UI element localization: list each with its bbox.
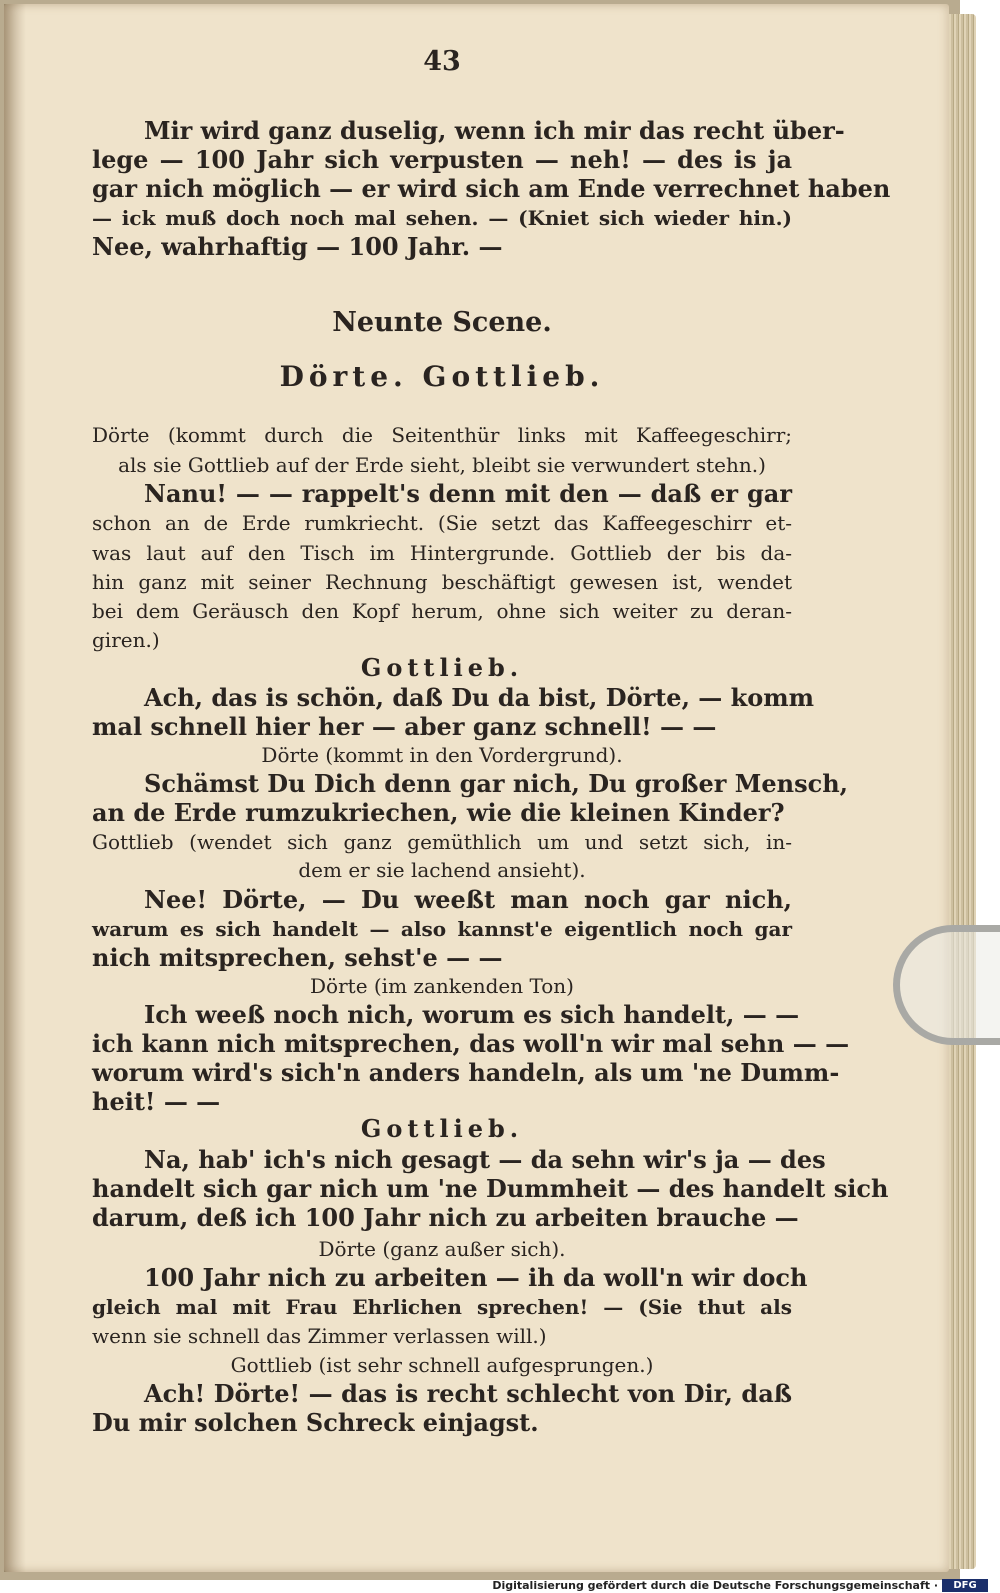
page-edges — [946, 14, 976, 1569]
text-line: gar nich möglich — er wird sich am Ende verrechnet haben — [92, 174, 891, 203]
text-line: Mir wird ganz duselig, wenn ich mir das recht über- — [144, 116, 845, 145]
text-line: Ich weeß noch nich, worum es sich handelt, — — — [144, 1000, 800, 1029]
text-line: Schämst Du Dich denn gar nich, Du großer Mensch, — [144, 769, 849, 798]
text-line: ich kann nich mitsprechen, das woll'n wir mal sehn — — — [92, 1029, 850, 1058]
scene-persons: Dörte. Gottlieb. — [279, 360, 605, 393]
text-line: an de Erde rumzukriechen, wie die kleinen Kinder? — [92, 798, 785, 827]
stage-direction: Dörte (ganz außer sich). — [318, 1237, 566, 1261]
page-number: 43 — [423, 46, 461, 77]
text-line: 100 Jahr nich zu arbeiten — ih da woll'n wir doch — [144, 1263, 808, 1292]
text-line: wenn sie schnell das Zimmer verlassen will.) — [92, 1324, 547, 1348]
text-line: mal schnell hier her — aber ganz schnell! — — — [92, 712, 717, 741]
text-line: gleich mal mit Frau Ehrlichen sprechen! — (Sie thut als — [92, 1295, 792, 1319]
stage-direction: Gottlieb (ist sehr schnell aufgesprungen.) — [230, 1353, 654, 1377]
text-line: Ach! Dörte! — das is recht schlecht von Dir, daß — [144, 1379, 792, 1408]
text-line: bei dem Geräusch den Kopf herum, ohne sich weiter zu deran- — [92, 599, 792, 623]
text-line: Nee, wahrhaftig — 100 Jahr. — — [92, 232, 503, 261]
text-line: giren.) — [92, 628, 160, 652]
text-line: worum wird's sich'n anders handeln, als um 'ne Dumm- — [92, 1058, 840, 1087]
text-line: lege — 100 Jahr sich verpusten — neh! — des is ja — [92, 145, 792, 174]
text-line: Na, hab' ich's nich gesagt — da sehn wir's ja — des — [144, 1145, 826, 1174]
text-line: hin ganz mit seiner Rechnung beschäftigt gewesen ist, wendet — [92, 570, 792, 594]
text-line: heit! — — — [92, 1087, 221, 1116]
speaker-name: Gottlieb. — [360, 1114, 524, 1143]
stage-direction: Dörte (kommt in den Vordergrund). — [261, 743, 623, 767]
text-line: Du mir solchen Schreck einjagst. — [92, 1408, 539, 1437]
stage-direction: Dörte (im zankenden Ton) — [310, 974, 574, 998]
text-line: handelt sich gar nich um 'ne Dummheit — des handelt sich — [92, 1174, 889, 1203]
text-line: Nanu! — — rappelt's denn mit den — daß er gar — [144, 479, 792, 508]
stage-direction: als sie Gottlieb auf der Erde sieht, bleibt sie verwundert stehn.) — [118, 453, 766, 477]
digitization-credit: Digitalisierung gefördert durch die Deutsche Forschungsgemeinschaft · — [492, 1579, 938, 1592]
text-line: warum es sich handelt — also kannst'e eigentlich noch gar — [92, 917, 792, 941]
text-line: nich mitsprechen, sehst'e — — — [92, 943, 503, 972]
stage-direction: Gottlieb (wendet sich ganz gemüthlich um und setzt sich, in- — [92, 830, 792, 854]
gutter-shadow — [4, 4, 26, 1572]
text-line: — ick muß doch noch mal sehen. — (Kniet sich wieder hin.) — [92, 206, 792, 230]
speaker-name: Gottlieb. — [360, 653, 524, 682]
text-line: Nee! Dörte, — Du weeßt man noch gar nich, — [144, 885, 792, 914]
text-line: schon an de Erde rumkriecht. (Sie setzt das Kaffeegeschirr et- — [92, 511, 792, 535]
text-line: darum, deß ich 100 Jahr nich zu arbeiten brauche — — [92, 1203, 799, 1232]
stage-direction: Dörte (kommt durch die Seitenthür links mit Kaffeegeschirr; — [92, 423, 792, 447]
scene-title: Neunte Scene. — [332, 307, 552, 338]
dfg-logo: DFG — [942, 1579, 988, 1592]
text-line: was laut auf den Tisch im Hintergrunde. Gottlieb der bis da- — [92, 541, 792, 565]
stage-direction: dem er sie lachend ansieht). — [298, 858, 586, 882]
text-line: Ach, das is schön, daß Du da bist, Dörte, — komm — [144, 683, 815, 712]
